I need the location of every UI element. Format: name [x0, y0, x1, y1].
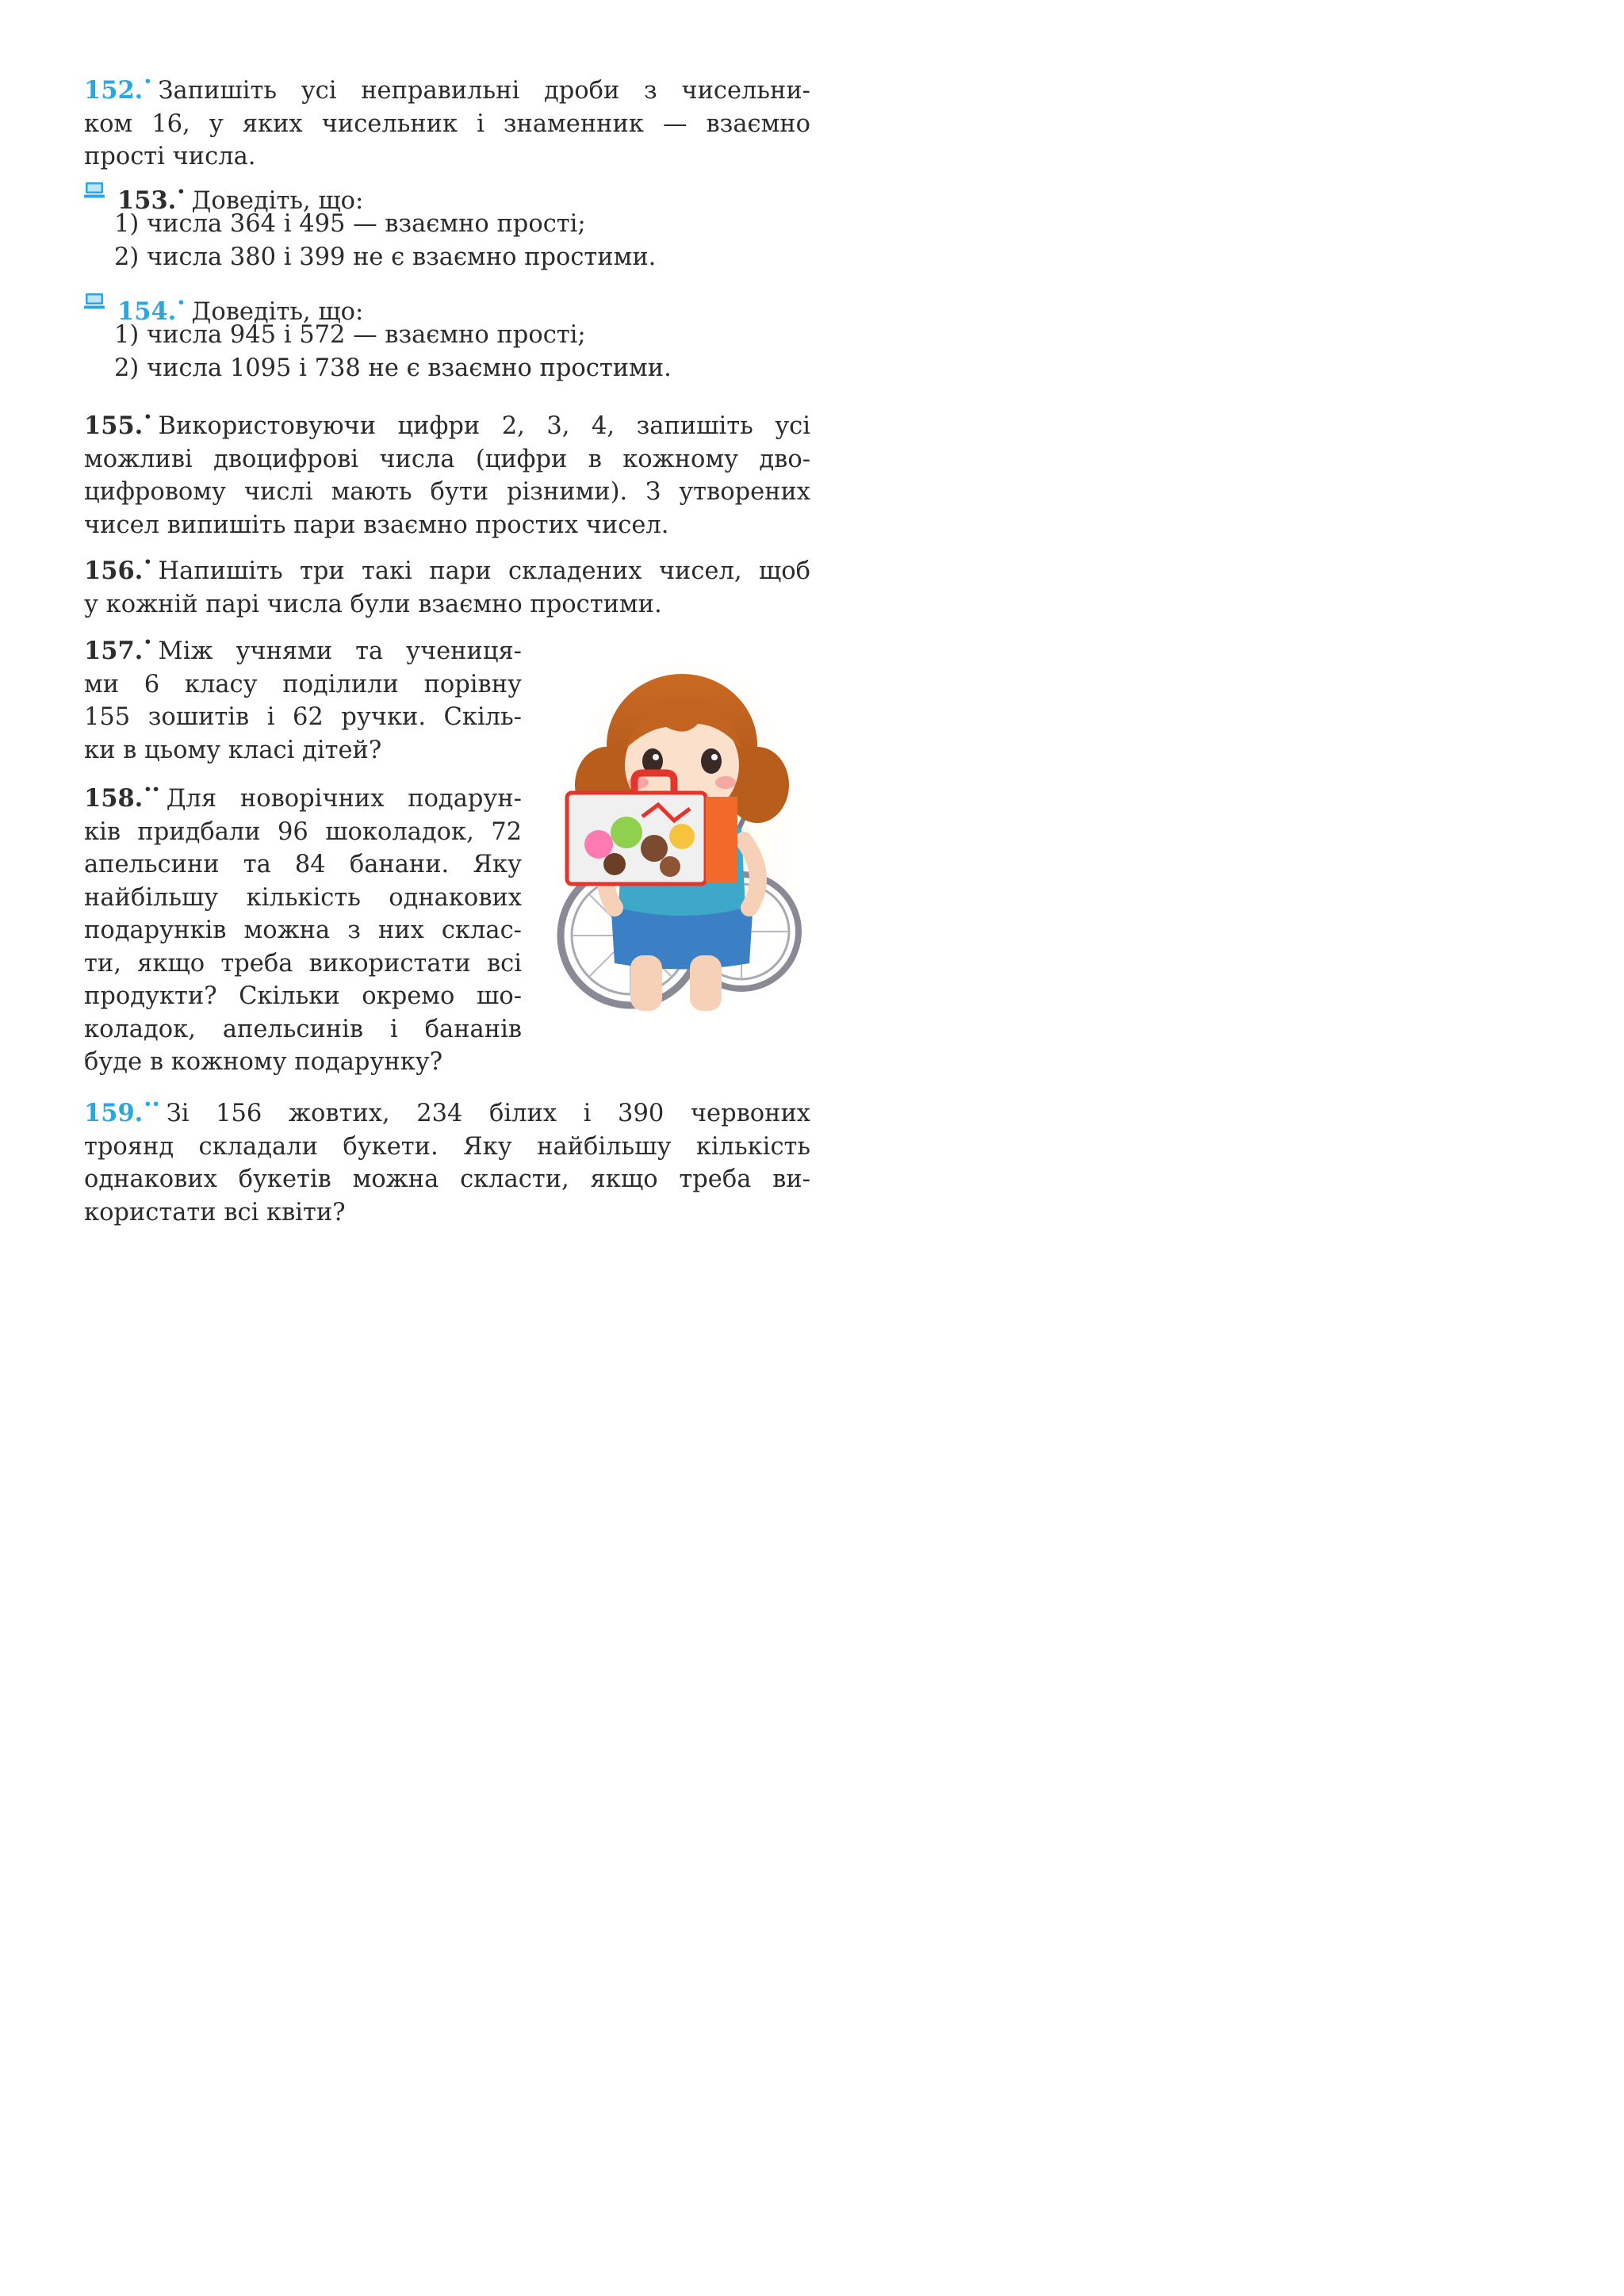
- problem-157: [84, 626, 522, 767]
- problem-line: ки в цьому класі дітей?: [84, 736, 382, 764]
- problem-line: 157.• Між учнями та учениця-: [84, 634, 522, 665]
- problem-line: апельсини та 84 банани. Яку: [84, 851, 522, 878]
- computer-icon: [84, 293, 105, 310]
- problem-156: [84, 545, 810, 621]
- problem-153-items: [84, 208, 656, 274]
- difficulty-marker: •: [144, 409, 152, 424]
- textbook-page: [0, 0, 882, 1246]
- problem-line: 153.• Доведіть, що:: [117, 184, 364, 215]
- problem-line: ків придбали 96 шоколадок, 72: [84, 817, 522, 846]
- problem-number: 158.: [84, 784, 144, 813]
- computer-icon: [84, 182, 105, 199]
- problem-158: [84, 773, 522, 1079]
- problem-line: буде в кожному подарунку?: [84, 1048, 443, 1076]
- sub-item: 2) числа 380 і 399 не є взаємно простими.: [114, 243, 657, 271]
- sub-item: 1) числа 945 і 572 — взаємно прості;: [114, 321, 586, 349]
- problem-number: 156.: [84, 557, 144, 585]
- sub-item: 2) числа 1095 і 738 не є взаємно простими.: [114, 354, 672, 382]
- problem-line: найбільшу кількість однакових: [84, 883, 522, 912]
- problem-line: ми 6 класу поділили порівну: [84, 670, 522, 698]
- difficulty-marker: •: [177, 295, 186, 310]
- problem-number: 157.: [84, 637, 144, 665]
- problem-line: можливі двоцифрові числа (цифри в кожному дво-: [84, 445, 810, 473]
- problem-line: прості числа.: [84, 143, 256, 170]
- problem-line: подарунків можна з них склас-: [84, 916, 522, 944]
- problem-line: 155 зошитів і 62 ручки. Скіль-: [84, 703, 522, 731]
- difficulty-marker: ••: [144, 782, 160, 797]
- problem-line: троянд складали букети. Яку найбільшу кількість: [84, 1132, 810, 1161]
- problem-line: користати всі квіти?: [84, 1198, 346, 1226]
- problem-line: 156.• Напишіть три такі пари складених чисел, щоб: [84, 554, 810, 585]
- problem-number: 152.: [84, 76, 144, 105]
- problem-line: ти, якщо треба використати всі: [84, 949, 522, 978]
- problem-line: 152.• Запишіть усі неправильні дроби з чисельни-: [84, 74, 810, 105]
- problem-number: 153.: [117, 186, 177, 215]
- difficulty-marker: •: [177, 184, 186, 199]
- difficulty-marker: •: [144, 74, 152, 89]
- problem-152: [84, 65, 810, 174]
- problem-line: коладок, апельсинів і бананів: [84, 1015, 522, 1043]
- difficulty-marker: ••: [144, 1096, 160, 1112]
- problem-154-items: [84, 319, 672, 385]
- girl-in-wheelchair-illustration: [555, 662, 805, 1019]
- problem-159: [84, 1088, 810, 1229]
- problem-line: цифровому числі мають бути різними). З утворених: [84, 478, 810, 506]
- problem-number: 154.: [117, 297, 177, 326]
- problem-line: 155.• Використовуючи цифри 2, 3, 4, запишіть усі: [84, 409, 810, 440]
- problem-155: [84, 400, 810, 541]
- problem-line: 159.•• Зі 156 жовтих, 234 білих і 390 червоних: [84, 1096, 810, 1127]
- sub-item: 1) числа 364 і 495 — взаємно прості;: [114, 210, 586, 238]
- difficulty-marker: •: [144, 554, 152, 569]
- problem-line: продукти? Скільки окремо шо-: [84, 982, 522, 1010]
- difficulty-marker: •: [144, 634, 152, 649]
- problem-line: у кожній парі числа були взаємно простими.: [84, 590, 662, 618]
- problem-line: 158.•• Для новорічних подарун-: [84, 782, 522, 813]
- problem-line: чисел випишіть пари взаємно простих чисел.: [84, 511, 669, 539]
- problem-number: 159.: [84, 1099, 144, 1127]
- problem-line: 154.• Доведіть, що:: [117, 295, 364, 326]
- problem-number: 155.: [84, 411, 144, 440]
- problem-line: однакових букетів можна скласти, якщо треба ви-: [84, 1165, 810, 1193]
- problem-line: ком 16, у яких чисельник і знаменник — взаємно: [84, 109, 810, 138]
